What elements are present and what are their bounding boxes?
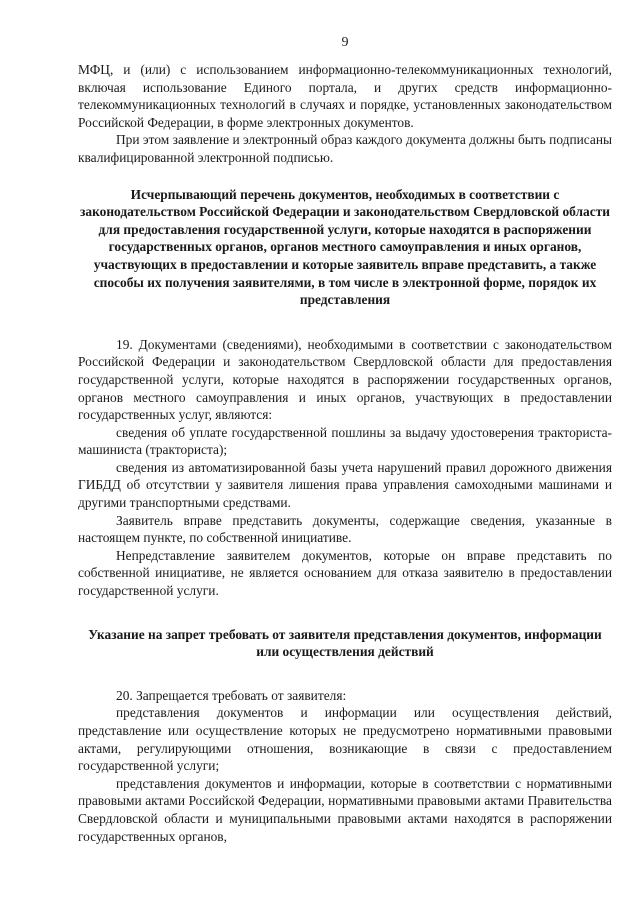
spacer bbox=[78, 661, 612, 687]
paragraph: МФЦ, и (или) с использованием информационно-телекоммуникационных технологий, включая использование Единого портала, и других средств информационно-телекоммуникационных технологий в случаях и порядке, установленных законодательством Российской Федерации, в форме электронных документов. bbox=[78, 62, 612, 130]
spacer bbox=[78, 167, 612, 186]
paragraph: представления документов и информации или осуществления действий, представление или осуществление которых не предусмотрено нормативными правовыми актами, регулирующими отношения, возникающие в связи с предоставлением государственной услуги; bbox=[78, 705, 612, 774]
paragraph: При этом заявление и электронный образ каждого документа должны быть подписаны квалифицированной электронной подписью. bbox=[78, 132, 612, 165]
paragraph: Заявитель вправе представить документы, содержащие сведения, указанные в настоящем пункте, по собственной инициативе. bbox=[78, 512, 612, 546]
paragraph: 20. Запрещается требовать от заявителя: bbox=[116, 687, 347, 703]
spacer bbox=[78, 309, 612, 336]
section-heading: Исчерпывающий перечень документов, необходимых в соответствии с законодательством Российской Федерации и законодательством Свердловской области для предоставления государственной услуги, которые находятся в распоряжении государственных органов, органов местного самоуправления и иных органов, участвующих в предоставлении и которые заявитель вправе представить, а также способы их получения заявителями, в том числе в электронной форме, порядок их представления bbox=[80, 186, 610, 308]
page-number: 9 bbox=[341, 35, 349, 50]
paragraph: сведения из автоматизированной базы учета нарушений правил дорожного движения ГИБДД об отсутствии у заявителя лишения права управления самоходными машинами и другими транспортными средствами. bbox=[78, 459, 612, 511]
spacer bbox=[78, 600, 612, 626]
paragraph: представления документов и информации, которые в соответствии с нормативными правовыми актами Российской Федерации, нормативными правовыми актами Правительства Свердловской области и муниципальными правовыми актами находятся в распоряжении государственных органов, bbox=[78, 775, 612, 844]
document-page bbox=[78, 34, 612, 845]
section-heading: Указание на запрет требовать от заявителя представления документов, информации или осуществления действий bbox=[88, 626, 602, 660]
paragraph: 19. Документами (сведениями), необходимыми в соответствии с законодательством Российской Федерации и законодательством Свердловской области для предоставления государственной услуги, которые находятся в распоряжении государственных органов, органов местного самоуправления и иных органов, участвующих в предоставлении государственных услуг, являются: bbox=[78, 336, 612, 423]
paragraph: сведения об уплате государственной пошлины за выдачу удостоверения тракториста-машиниста (тракториста); bbox=[78, 424, 612, 458]
paragraph: Непредставление заявителем документов, которые он вправе представить по собственной инициативе, не является основанием для отказа заявителю в предоставлении государственной услуги. bbox=[78, 547, 612, 599]
